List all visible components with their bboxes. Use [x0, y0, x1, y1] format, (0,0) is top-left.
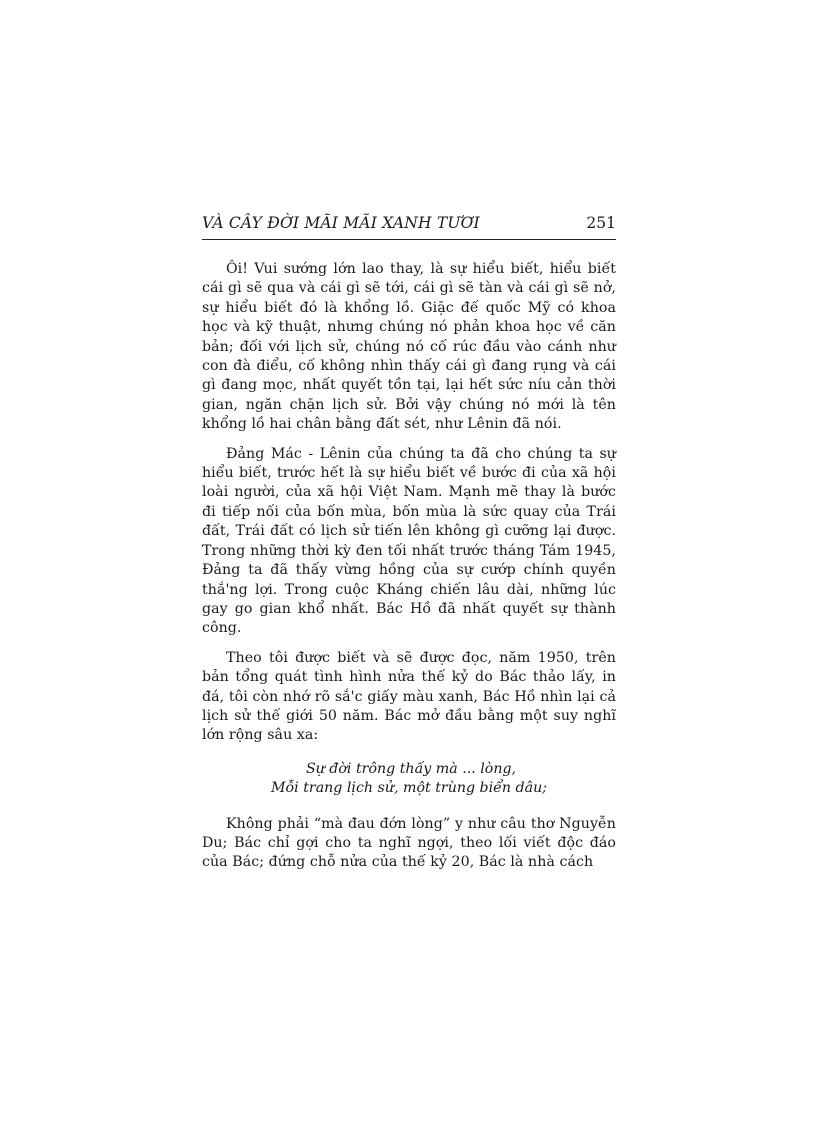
verse-line-2: Mỗi trang lịch sử, một trùng biển dâu;	[270, 780, 548, 797]
verse-quote	[202, 760, 616, 799]
running-header	[202, 214, 616, 240]
paragraph-2: Đảng Mác - Lênin của chúng ta đã cho chúng ta sự hiểu biết, trước hết là sự hiểu biết về bước đi của xã hội loài người, của xã hội Việt Nam. Mạnh mẽ thay là bước đi tiếp nối của bốn mùa, bốn mùa là sức quay của Trái đất, Trái đất có lịch sử tiến lên không gì cưỡng lại được. Trong những thời kỳ đen tối nhất trước tháng Tám 1945, Đảng ta đã thấy vừng hồng của sự cướp chính quyền thắ'ng lợi. Trong cuộc Kháng chiến lâu dài, những lúc gay go gian khổ nhất. Bác Hồ đã nhất quyết sự thành công.	[202, 445, 616, 637]
page-body	[202, 260, 616, 873]
running-title: VÀ CÂY ĐỜI MÃI MÃI XANH TƯƠI	[202, 214, 480, 232]
book-page	[202, 214, 616, 883]
page-number: 251	[586, 214, 616, 232]
verse-line-1: Sự đời trông thấy mà ... lòng,	[305, 760, 517, 777]
paragraph-4: Không phải “mà đau đớn lòng” y như câu thơ Nguyễn Du; Bác chỉ gợi cho ta nghĩ ngợi, theo lối viết độc đáo của Bác; đứng chỗ nửa của thế kỷ 20, Bác là nhà cách	[202, 815, 616, 871]
paragraph-3: Theo tôi được biết và sẽ được đọc, năm 1950, trên bản tổng quát tình hình nửa thế kỷ do Bác thảo lấy, in đá, tôi còn nhớ rõ sắ'c giấy màu xanh, Bác Hồ nhìn lại cả lịch sử thế giới 50 năm. Bác mở đầu bằng một suy nghĩ lớn rộng sâu xa:	[202, 649, 616, 744]
paragraph-1: Ôi! Vui sướng lớn lao thay, là sự hiểu biết, hiểu biết cái gì sẽ qua và cái gì sẽ tới, cái gì sẽ tàn và cái gì sẽ nở, sự hiểu biết đó là khổng lồ. Giặc đế quốc Mỹ có khoa học và kỹ thuật, nhưng chúng nó phản khoa học về căn bản; đối với lịch sử, chúng nó cố rúc đầu vào cánh như con đà điểu, cố không nhìn thấy cái gì đang rụng và cái gì đang mọc, nhất quyết tồn tại, lại hết sức níu cản thời gian, ngăn chặn lịch sử. Bởi vậy chúng nó mới là tên khổng lồ hai chân bằng đất sét, như Lênin đã nói.	[202, 261, 616, 433]
